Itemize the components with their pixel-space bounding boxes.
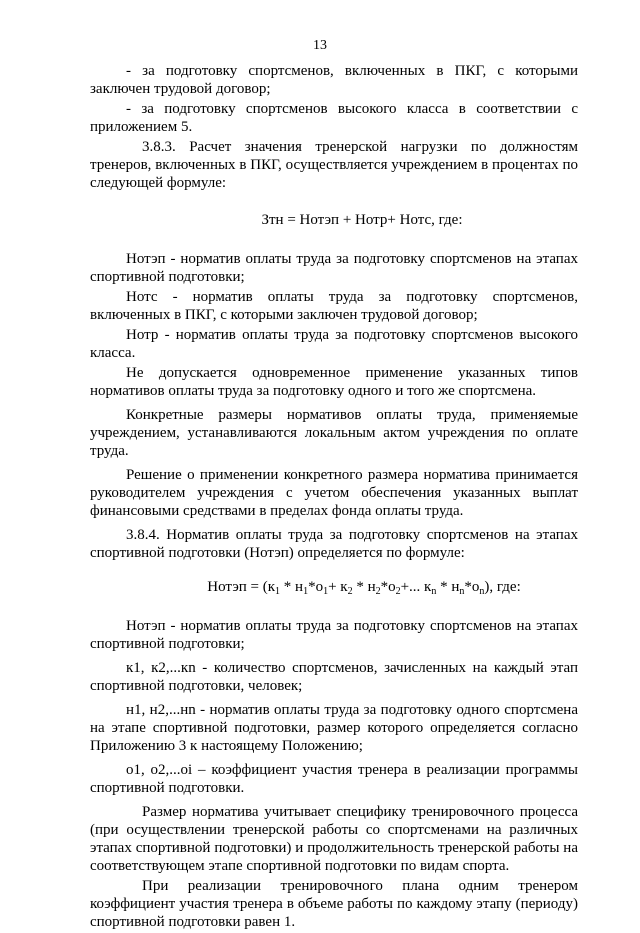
document-body	[90, 62, 578, 933]
paragraph: При реализации тренировочного плана одним тренером коэффициент участия тренера в объеме работы по каждому этапу (периоду) спортивной подготовки равен 1.	[90, 878, 578, 930]
definition-item: Нотр - норматив оплаты труда за подготовку спортсменов высокого класса.	[90, 327, 578, 361]
definition-item: н1, н2,...нn - норматив оплаты труда за подготовку одного спортсмена на этапе спортивной подготовки, размер которого определяется согласно Приложению 3 к настоящему Положению;	[90, 702, 578, 754]
list-item: - за подготовку спортсменов высокого класса в соответствии с приложением 5.	[90, 101, 578, 135]
definition-item: к1, к2,...кn - количество спортсменов, зачисленных на каждый этап спортивной подготовки, человек;	[90, 660, 578, 694]
formula-trainer-load: Зтн = Нотэп + Нотр+ Нотс, где:	[261, 212, 463, 228]
definition-item: Нотэп - норматив оплаты труда за подготовку спортсменов на этапах спортивной подготовки;	[90, 251, 578, 285]
paragraph: Размер норматива учитывает специфику тренировочного процесса (при осуществлении тренерской работы со спортсменами на различных этапах спортивной подготовки) и продолжительность тренерской работы на соответствующем этапе спортивной подготовки по видам спорта.	[90, 804, 578, 874]
definition-item: о1, о2,...оi – коэффициент участия тренера в реализации программы спортивной подготовки.	[90, 762, 578, 796]
paragraph: Конкретные размеры нормативов оплаты труда, применяемые учреждением, устанавливаются локальным актом учреждения по оплате труда.	[90, 407, 578, 459]
paragraph: Решение о применении конкретного размера норматива принимается руководителем учреждения с учетом обеспечения указанных выплат финансовыми средствами в пределах фонда оплаты труда.	[90, 467, 578, 519]
paragraph: Не допускается одновременное применение указанных типов нормативов оплаты труда за подготовку одного и того же спортсмена.	[90, 365, 578, 399]
paragraph-3-8-3: 3.8.3. Расчет значения тренерской нагрузки по должностям тренеров, включенных в ПКГ, осуществляется учреждением в процентах по следующей формуле:	[90, 139, 578, 191]
formula-notep: Нотэп = ($к_1 * н_1*о_1+ к_2 * н_2*о_2+$... $к_n * н_n*о_n$), где:	[207, 579, 521, 597]
paragraph-3-8-4: 3.8.4. Норматив оплаты труда за подготовку спортсменов на этапах спортивной подготовки (Нотэп) определяется по формуле:	[90, 527, 578, 561]
list-item: - за подготовку спортсменов, включенных в ПКГ, с которыми заключен трудовой договор;	[90, 63, 578, 97]
definition-item: Нотэп - норматив оплаты труда за подготовку спортсменов на этапах спортивной подготовки;	[90, 618, 578, 652]
definition-item: Нотс - норматив оплаты труда за подготовку спортсменов, включенных в ПКГ, с которыми заключен трудовой договор;	[90, 289, 578, 323]
page-number: 13	[313, 38, 327, 53]
